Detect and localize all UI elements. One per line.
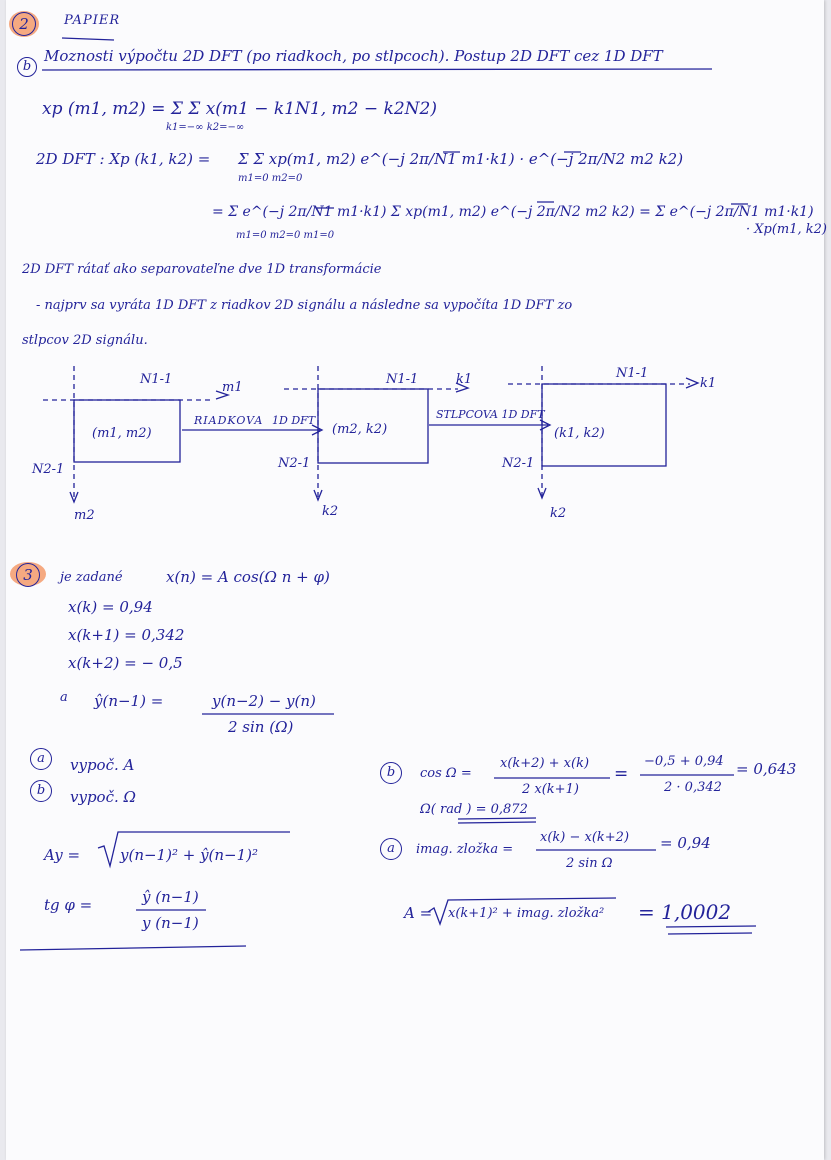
given-value-1: x(k) = 0,94 xyxy=(68,598,153,616)
given-value-2: x(k+1) = 0,342 xyxy=(68,626,185,644)
tg-denominator: y (n−1) xyxy=(142,914,199,932)
given-label: je zadané xyxy=(60,570,123,585)
note-line-3: stlpcov 2D signálu. xyxy=(22,333,148,348)
cos-numerator-values: −0,5 + 0,94 xyxy=(644,754,724,769)
given-value-3: x(k+2) = − 0,5 xyxy=(68,654,183,672)
amplitude-lhs: A = xyxy=(404,904,433,922)
box2-n2-label: N2-1 xyxy=(278,456,311,471)
box3-content: (k1, k2) xyxy=(554,426,605,441)
imag-lhs: imag. zložka = xyxy=(416,842,514,857)
hilbert-denominator: 2 sin (Ω) xyxy=(228,718,294,736)
cos-denominator-values: 2 · 0,342 xyxy=(664,780,722,795)
ay-rhs: y(n−1)² + ŷ(n−1)² xyxy=(120,846,259,864)
dft-limits: m1=0 m2=0 xyxy=(238,173,303,184)
box1-n2-label: N2-1 xyxy=(32,462,65,477)
cos-value: = 0,643 xyxy=(736,760,797,778)
col-dft-label: STLPCOVA 1D DFT xyxy=(436,408,545,421)
dft-separable-form: = Σ e^(−j 2π/N1 m1·k1) Σ xp(m1, m2) e^(−j 2π/N2 m2 k2) = Σ e^(−j 2π/N1 m1·k1) xyxy=(212,204,814,220)
separable-limits: m1=0 m2=0 m1=0 xyxy=(236,230,335,241)
header-title: PAPIER xyxy=(64,13,121,28)
paper-sheet: 2 PAPIER b Moznosti výpočtu 2D DFT (po riadkoch, po stlpcoch). Postup 2D DFT cez 1D DFT xp (m1, m2) = Σ Σ x(m1 − k1N1, m2 − k2N2) k1=−∞ k2=−∞ 2D DFT : Xp (k1, k2) = Σ Σ xp(m1, m2) e^(−j 2π/N1 m1·k1) · e^(−j 2π/N2 m2 k2) m1=0 m2=0 = Σ e^(−j 2π/N1 m1·k1) Σ xp(m1, m2) e^(−j 2π/N2 m2 k2) = Σ e^(−j 2π/N1 m1·k1) m1=0 m2=0 m1=0 · Xp(m1, k2) 2D DFT rátať ako separovateľne dve 1D transformácie - najprv sa vyráta 1D DFT z riadkov 2D signálu a následne sa vypočíta 1D DFT zo stlpcov 2D signálu. N1-1 m1 (m1, m2) N2-1 m2 RIADKOVA 1D DFT N1-1 k1 (m2, k2) N2-1 k2 STLPCOVA 1D DFT N1-1 k1 (k1, k2) N2-1 k2 3 je zadané x(n) = A cos(Ω n + φ) x(k) = 0,94 x(k+1) = 0,342 x(k+2) = − 0,5 a ŷ(n−1) = y(n−2) − y(n) 2 sin (Ω) a vypoč. A b vypoč. Ω Ay = y(n−1)² + ŷ(n−1)² tg φ = ŷ (n−1) y (n−1) b cos Ω = x(k+2) + x(k) 2 x(k+1) = −0,5 + 0,94 2 · 0,342 = 0,643 Ω( rad ) = 0,872 a imag. zložka = x(k) − x(k+2) 2 sin Ω = 0,94 A = x(k+1)² + imag. zložka² = 1,0002 xyxy=(6,0,824,1160)
note-line-2: - najprv sa vyráta 1D DFT z riadkov 2D signálu a následne sa vypočíta 1D DFT zo xyxy=(36,298,573,313)
imag-denominator: 2 sin Ω xyxy=(566,856,613,871)
hilbert-numerator: y(n−2) − y(n) xyxy=(212,692,316,710)
box1-y-axis: m2 xyxy=(74,508,95,523)
box3-n1-label: N1-1 xyxy=(616,366,649,381)
task-a-label: a xyxy=(30,748,52,770)
row-dft-label-2: 1D DFT xyxy=(272,414,316,427)
box1-n1-label: N1-1 xyxy=(140,372,173,387)
tg-lhs: tg φ = xyxy=(44,896,93,914)
row-dft-label: RIADKOVA xyxy=(194,414,264,427)
box2-y-axis: k2 xyxy=(322,504,339,519)
amplitude-rhs: x(k+1)² + imag. zložka² xyxy=(448,906,605,921)
cos-numerator: x(k+2) + x(k) xyxy=(500,756,590,771)
cos-lhs: cos Ω = xyxy=(420,766,472,781)
hilbert-lhs: ŷ(n−1) = xyxy=(94,692,164,710)
ay-lhs: Ay = xyxy=(44,846,81,864)
task-a-text: vypoč. A xyxy=(70,756,135,774)
given-equation: x(n) = A cos(Ω n + φ) xyxy=(166,568,330,586)
box3-y-axis: k2 xyxy=(550,506,567,521)
subtask-heading: Moznosti výpočtu 2D DFT (po riadkoch, po stlpcoch). Postup 2D DFT cez 1D DFT xyxy=(44,47,663,65)
problem-number: 3 xyxy=(16,563,40,587)
box2-content: (m2, k2) xyxy=(332,422,388,437)
amplitude-value: = 1,0002 xyxy=(638,900,732,924)
right-b-label: b xyxy=(380,762,402,784)
box1-content: (m1, m2) xyxy=(92,426,152,441)
box2-n1-label: N1-1 xyxy=(386,372,419,387)
imag-value: = 0,94 xyxy=(660,834,711,852)
cos-denominator: 2 x(k+1) xyxy=(522,782,579,797)
separable-tail: · Xp(m1, k2) xyxy=(746,222,827,237)
task-b-text: vypoč. Ω xyxy=(70,788,136,806)
sum-limits: k1=−∞ k2=−∞ xyxy=(166,122,245,133)
dft-lhs: 2D DFT : Xp (k1, k2) = xyxy=(36,150,211,168)
tg-numerator: ŷ (n−1) xyxy=(142,888,199,906)
box3-x-axis: k1 xyxy=(700,376,717,391)
imag-numerator: x(k) − x(k+2) xyxy=(540,830,630,845)
box1-x-axis: m1 xyxy=(222,380,243,395)
periodic-extension-equation: xp (m1, m2) = Σ Σ x(m1 − k1N1, m2 − k2N2) xyxy=(42,99,437,119)
box2-x-axis: k1 xyxy=(456,372,473,387)
right-a-label: a xyxy=(380,838,402,860)
subtask-label: b xyxy=(17,57,37,77)
task-b-label: b xyxy=(30,780,52,802)
box3-n2-label: N2-1 xyxy=(502,456,535,471)
handwriting-lines xyxy=(6,0,824,1160)
section-number: 2 xyxy=(12,12,36,36)
omega-result: Ω( rad ) = 0,872 xyxy=(420,802,528,817)
note-line-1: 2D DFT rátať ako separovateľne dve 1D transformácie xyxy=(22,262,382,277)
dft-definition: Σ Σ xp(m1, m2) e^(−j 2π/N1 m1·k1) · e^(−j 2π/N2 m2 k2) xyxy=(238,150,684,168)
